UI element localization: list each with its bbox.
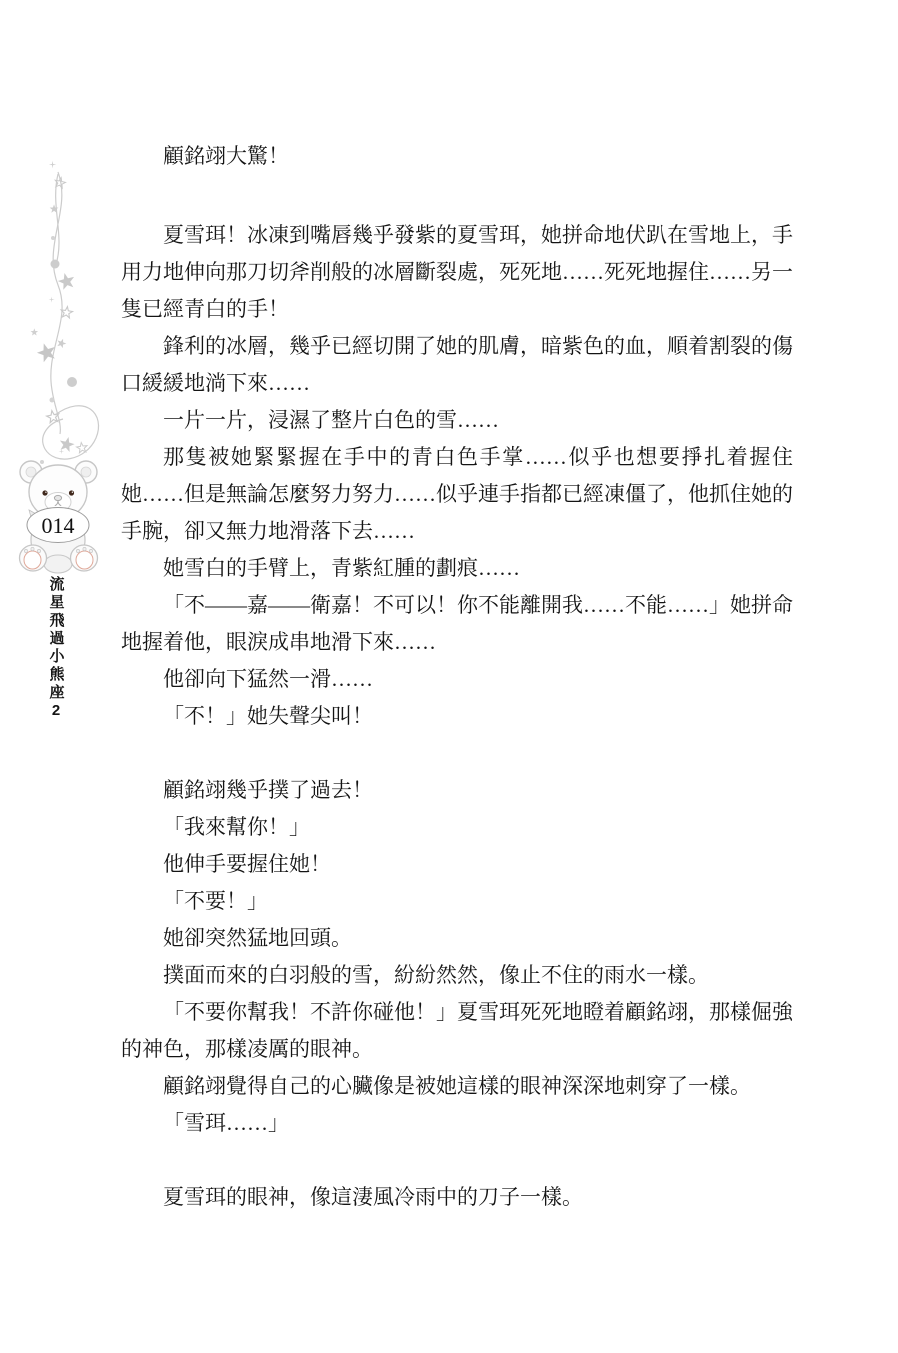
bear-foot-right <box>71 545 98 571</box>
paragraph: 「我來幫你！」 <box>163 815 310 839</box>
book-title: 流星飛過小熊座2 <box>47 576 65 722</box>
teddy-bear-icon <box>13 452 107 580</box>
paragraph: 她雪白的手臂上，青紫紅腫的劃痕…… <box>163 556 520 580</box>
page-number-badge <box>27 508 89 543</box>
teddy-bear-illustration <box>13 452 107 585</box>
paragraph: 那隻被她緊緊握在手中的青白色手掌……似乎也想要掙扎着握住她……但是無論怎麼努力努力……似乎連手指都已經凍僵了，他抓住她的手腕，卻又無力地滑落下去…… <box>121 445 793 543</box>
paragraph: 一片一片，浸濕了整片白色的雪…… <box>163 408 499 432</box>
text-section <box>121 772 793 1142</box>
text-section <box>121 1179 793 1216</box>
paragraph: 顧銘翊大驚！ <box>163 144 289 168</box>
paragraph: 他卻向下猛然一滑…… <box>163 667 373 691</box>
paragraph: 夏雪珥的眼神，像這淒風冷雨中的刀子一樣。 <box>163 1185 583 1209</box>
page-number: 014 <box>41 513 75 538</box>
text-section <box>121 138 793 175</box>
paragraph: 撲面而來的白羽般的雪，紛紛然然，像止不住的雨水一樣。 <box>163 963 709 987</box>
sidebar <box>0 0 120 1353</box>
bear-foot-left <box>20 545 47 571</box>
paragraph: 顧銘翊幾乎撲了過去！ <box>163 778 373 802</box>
paragraph: 她卻突然猛地回頭。 <box>163 926 352 950</box>
stars-swirl-icon <box>0 160 118 472</box>
paragraph: 「不要你幫我！不許你碰他！」夏雪珥死死地瞪着顧銘翊，那樣倔強的神色，那樣凌厲的眼神。 <box>121 1000 793 1061</box>
paragraph: 「不要！」 <box>163 889 268 913</box>
text-section <box>121 217 793 735</box>
paragraph: 「不——嘉——衛嘉！不可以！你不能離開我……不能……」她拼命地握着他，眼淚成串地滑下來…… <box>121 593 793 654</box>
paragraph: 「雪珥……」 <box>163 1111 289 1135</box>
paragraph: 顧銘翊覺得自己的心臟像是被她這樣的眼神深深地刺穿了一樣。 <box>163 1074 751 1098</box>
body-text <box>121 138 793 1216</box>
paragraph: 夏雪珥！冰凍到嘴唇幾乎發紫的夏雪珥，她拼命地伏趴在雪地上，手用力地伸向那刀切斧削般的冰層斷裂處，死死地……死死地握住……另一隻已經青白的手！ <box>121 223 793 321</box>
paragraph: 他伸手要握住她！ <box>163 852 331 876</box>
paragraph: 「不！」她失聲尖叫！ <box>163 704 373 728</box>
paragraph: 鋒利的冰層，幾乎已經切開了她的肌膚，暗紫色的血，順着割裂的傷口緩緩地淌下來…… <box>121 334 793 395</box>
